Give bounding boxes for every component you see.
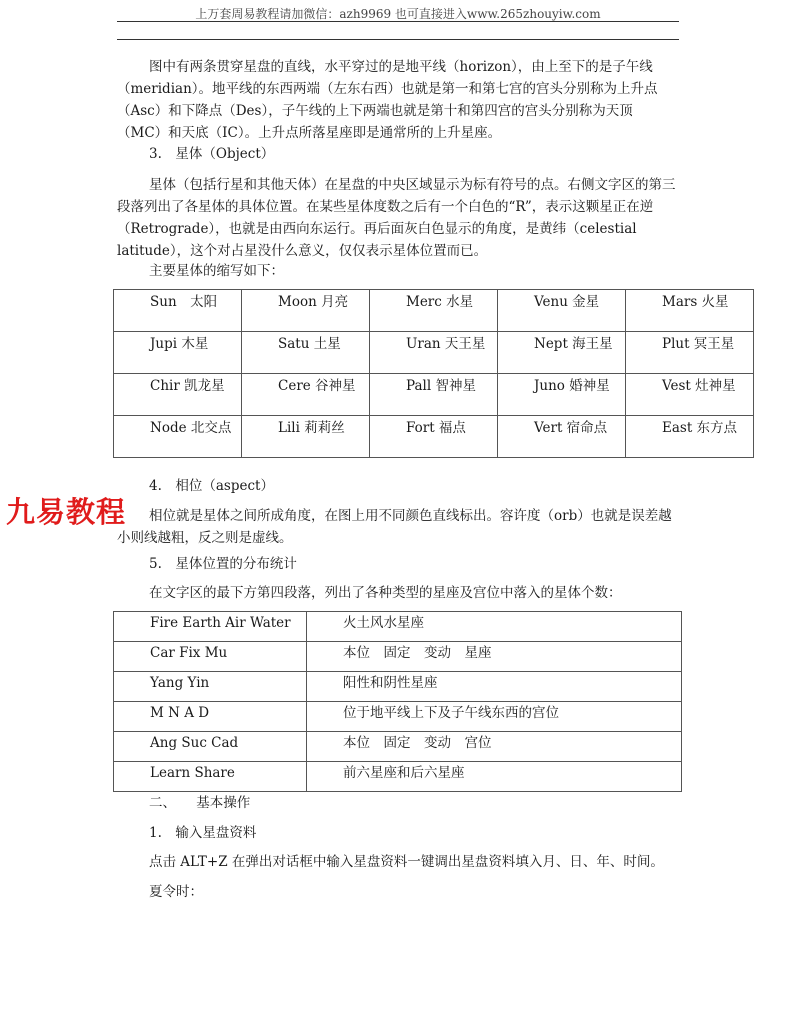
table-cell-key: Ang Suc Cad [114,732,307,762]
table-cell-key: Car Fix Mu [114,642,307,672]
table-row [114,332,754,374]
table-cell-value: 本位 固定 变动 星座 [307,642,682,672]
table-cell: Moon 月亮 [242,290,370,332]
table-row [114,702,682,732]
table-cell-key: Yang Yin [114,672,307,702]
table-row [114,374,754,416]
table-cell: Satu 土星 [242,332,370,374]
table-cell: Vest 灶神星 [626,374,754,416]
section-3-heading: 3. 星体（Object） [149,146,275,162]
table-cell: Jupi 木星 [114,332,242,374]
section-4-heading: 4. 相位（aspect） [149,478,274,494]
table-cell: Uran 天王星 [370,332,498,374]
table-row [114,642,682,672]
table-cell: Chir 凯龙星 [114,374,242,416]
distribution-table [113,611,682,792]
table-row [114,732,682,762]
table-cell: Nept 海王星 [498,332,626,374]
table-cell: Cere 谷神星 [242,374,370,416]
table-row [114,290,754,332]
table-cell-value: 前六星座和后六星座 [307,762,682,792]
watermark-logo: 九易教程 [6,495,127,529]
planet-table-caption: 主要星体的缩写如下： [149,263,284,279]
section-5-paragraph: 在文字区的最下方第四段落，列出了各种类型的星座及宫位中落入的星体个数： [149,585,622,601]
section-5-heading: 5. 星体位置的分布统计 [149,556,297,572]
table-cell: East 东方点 [626,416,754,458]
header-divider [117,39,679,40]
table-cell-value: 本位 固定 变动 宫位 [307,732,682,762]
table-cell: Fort 福点 [370,416,498,458]
table-cell: Plut 冥王星 [626,332,754,374]
table-cell: Juno 婚神星 [498,374,626,416]
section-4-paragraph: 相位就是星体之间所成角度，在图上用不同颜色直线标出。容许度（orb）也就是误差越小则线越粗，反之则是虚线。 [117,508,672,546]
table-cell: Pall 智神星 [370,374,498,416]
table-row [114,672,682,702]
table-row [114,416,754,458]
part-2-paragraph: 点击 ALT+Z 在弹出对话框中输入星盘资料一键调出星盘资料填入月、日、年、时间。 [149,854,664,870]
section-3-paragraph: 星体（包括行星和其他天体）在星盘的中央区域显示为标有符号的点。右侧文字区的第三段落列出了各星体的具体位置。在某些星体度数之后有一个白色的“R”，表示这颗星正在逆（Retrograde），也就是由西向东运行。再后面灰白色显示的角度，是黄纬（celestial latitude），这个对占星没什么意义，仅仅表示星体位置而已。 [117,177,676,259]
table-cell: Node 北交点 [114,416,242,458]
table-row [114,612,682,642]
table-cell-key: Learn Share [114,762,307,792]
header-title: 上万套周易教程请加微信：azh9969 也可直接进入www.265zhouyiw.com [195,7,601,21]
summer-time-label: 夏令时： [149,884,203,900]
table-cell-key: M N A D [114,702,307,732]
table-cell: Vert 宿命点 [498,416,626,458]
table-cell-key: Fire Earth Air Water [114,612,307,642]
part-2-subheading: 1. 输入星盘资料 [149,825,257,841]
intro-paragraph: 图中有两条贯穿星盘的直线，水平穿过的是地平线（horizon），由上至下的是子午线（meridian）。地平线的东西两端（左东右西）也就是第一和第七宫的宫头分别称为上升点（Asc）和下降点（Des），子午线的上下两端也就是第十和第四宫的宫头分别称为天顶（MC）和天底（IC）。上升点所落星座即是通常所的上升星座。 [117,59,658,141]
table-cell: Merc 水星 [370,290,498,332]
table-cell-value: 火土风水星座 [307,612,682,642]
table-cell: Sun 太阳 [114,290,242,332]
table-cell: Venu 金星 [498,290,626,332]
table-cell-value: 位于地平线上下及子午线东西的宫位 [307,702,682,732]
planet-abbreviation-table [113,289,754,458]
table-row [114,762,682,792]
page-header [117,0,679,22]
table-cell: Lili 莉莉丝 [242,416,370,458]
table-cell-value: 阳性和阴性星座 [307,672,682,702]
part-2-heading: 二、 基本操作 [149,795,251,811]
table-cell: Mars 火星 [626,290,754,332]
